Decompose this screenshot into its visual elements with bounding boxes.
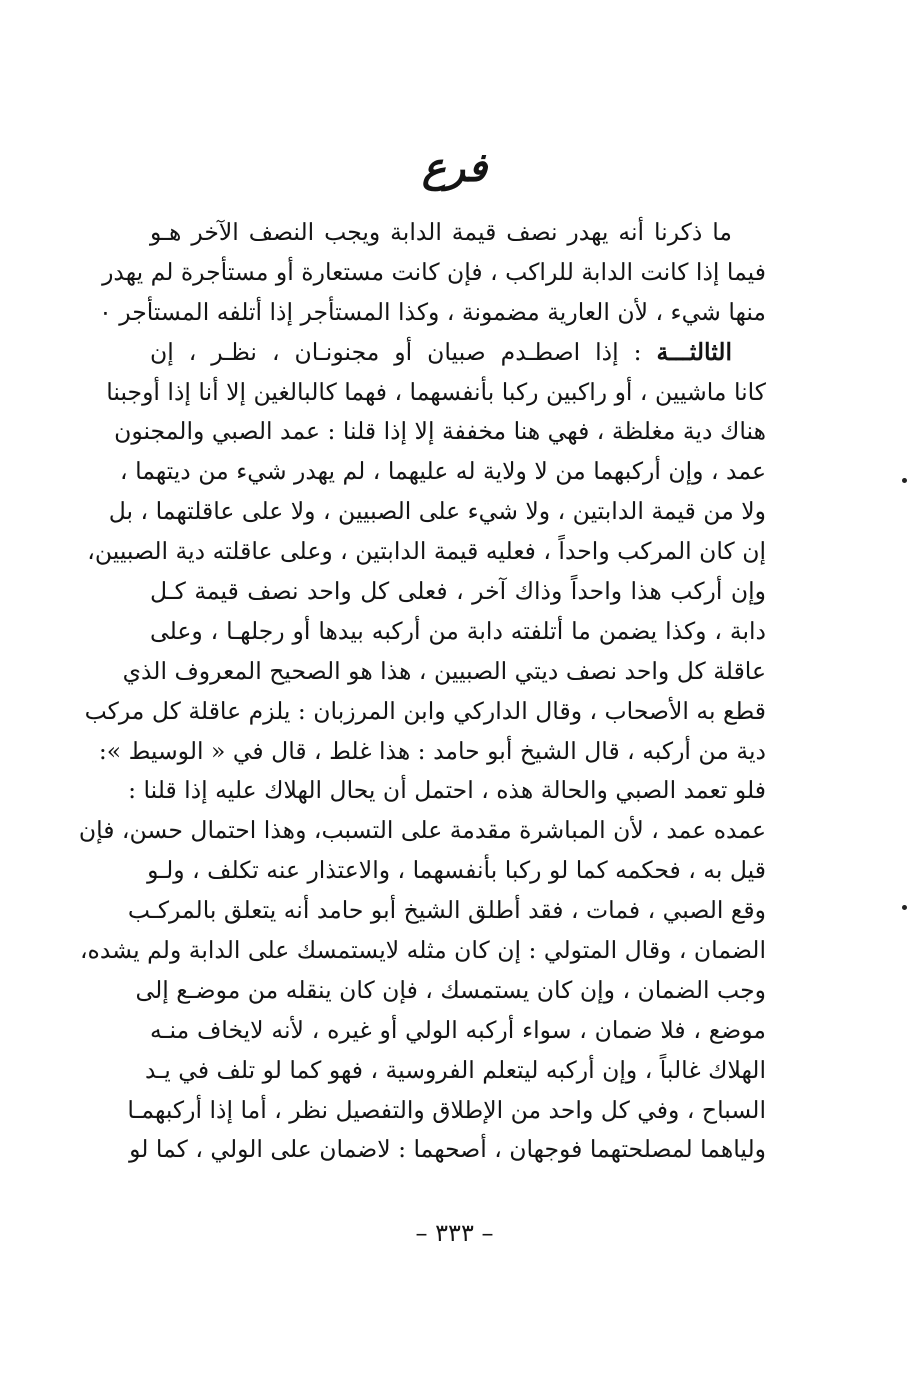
text-line: هناك دية مغلظة ، فهي هنا مخففة إلا إذا قلنا : عمد الصبي والمجنون bbox=[114, 417, 766, 446]
text-line bbox=[150, 333, 766, 373]
body-text bbox=[78, 213, 766, 1170]
text-line: فيما إذا كانت الدابة للراكب ، فإن كانت مستعارة أو مستأجرة لم يهدر bbox=[102, 257, 766, 286]
text-line: السباح ، وفي كل واحد من الإطلاق والتفصيل نظر ، أما إذا أركبهمـا bbox=[127, 1095, 766, 1124]
text-line: وقع الصبي ، فمات ، فقد أطلق الشيخ أبو حامد أنه يتعلق بالمركـب bbox=[127, 896, 766, 925]
text-line: وجب الضمان ، وإن كان يستمسك ، فإن كان ينقله من موضـع إلى bbox=[135, 975, 766, 1004]
text-line: ولا من قيمة الدابتين ، ولا شيء على الصبيين ، ولا على عاقلتهما ، بل bbox=[108, 497, 766, 526]
text-line-rest: : إذا اصطـدم صبيان أو مجنونـان ، نظـر ، إن bbox=[150, 337, 642, 366]
text-line: عمد ، وإن أركبهما من لا ولاية له عليهما ، لم يهدر شيء من ديتهما ، bbox=[120, 457, 766, 486]
text-line: قيل به ، فحكمه كما لو ركبا بأنفسهما ، والاعتذار عنه تكلف ، ولـو bbox=[147, 856, 766, 885]
text-line: دابة ، وكذا يضمن ما أتلفته دابة من أركبه بيدها أو رجلهـا ، وعلى bbox=[150, 616, 766, 645]
text-line: موضع ، فلا ضمان ، سواء أركبه الولي أو غيره ، لأنه لايخاف منـه bbox=[150, 1015, 766, 1044]
text-line: الضمان ، وقال المتولي : إن كان مثله لايستمسك على الدابة ولم يشده، bbox=[79, 936, 766, 965]
text-line: دية من أركبه ، قال الشيخ أبو حامد : هذا غلط ، قال في « الوسيط »: bbox=[98, 736, 766, 765]
text-line: عمده عمد ، لأن المباشرة مقدمة على التسبب، وهذا احتمال حسن، فإن bbox=[78, 816, 766, 845]
text-line: وإن أركب هذا واحداً وذاك آخر ، فعلى كل واحد نصف قيمة كـل bbox=[150, 577, 766, 606]
text-line: الهلاك غالباً ، وإن أركبه ليتعلم الفروسية ، فهو كما لو تلف في يـد bbox=[145, 1055, 766, 1084]
section-heading: فرع bbox=[421, 144, 488, 191]
text-line: منها شيء ، لأن العارية مضمونة ، وكذا المستأجر إذا أتلفه المستأجر ٠ bbox=[99, 297, 766, 326]
text-line: فلو تعمد الصبي والحالة هذه ، احتمل أن يحال الهلاك عليه إذا قلنا : bbox=[128, 776, 766, 805]
text-line: ولياهما لمصلحتهما فوجهان ، أصحهما : لاضمان على الولي ، كما لو bbox=[129, 1135, 766, 1164]
text-line: كانا ماشيين ، أو راكبين ركبا بأنفسهما ، فهما كالبالغين إلا أنا إذا أوجبنا bbox=[106, 377, 766, 406]
scan-speck bbox=[902, 905, 907, 910]
text-line: إن كان المركب واحداً ، فعليه قيمة الدابتين ، وعلى عاقلته دية الصبيين، bbox=[87, 537, 766, 566]
text-line: ما ذكرنا أنه يهدر نصف قيمة الدابة ويجب النصف الآخر هـو bbox=[150, 218, 732, 246]
page-number: – ٣٣٣ – bbox=[415, 1219, 494, 1247]
paragraph-lead-word: الثالثـــة bbox=[656, 337, 732, 366]
scan-speck bbox=[902, 478, 907, 483]
text-line: قطع به الأصحاب ، وقال الداركي وابن المرزبان : يلزم عاقلة كل مركب bbox=[84, 696, 766, 725]
text-line: عاقلة كل واحد نصف ديتي الصبيين ، هذا هو الصحيح المعروف الذي bbox=[122, 656, 766, 685]
